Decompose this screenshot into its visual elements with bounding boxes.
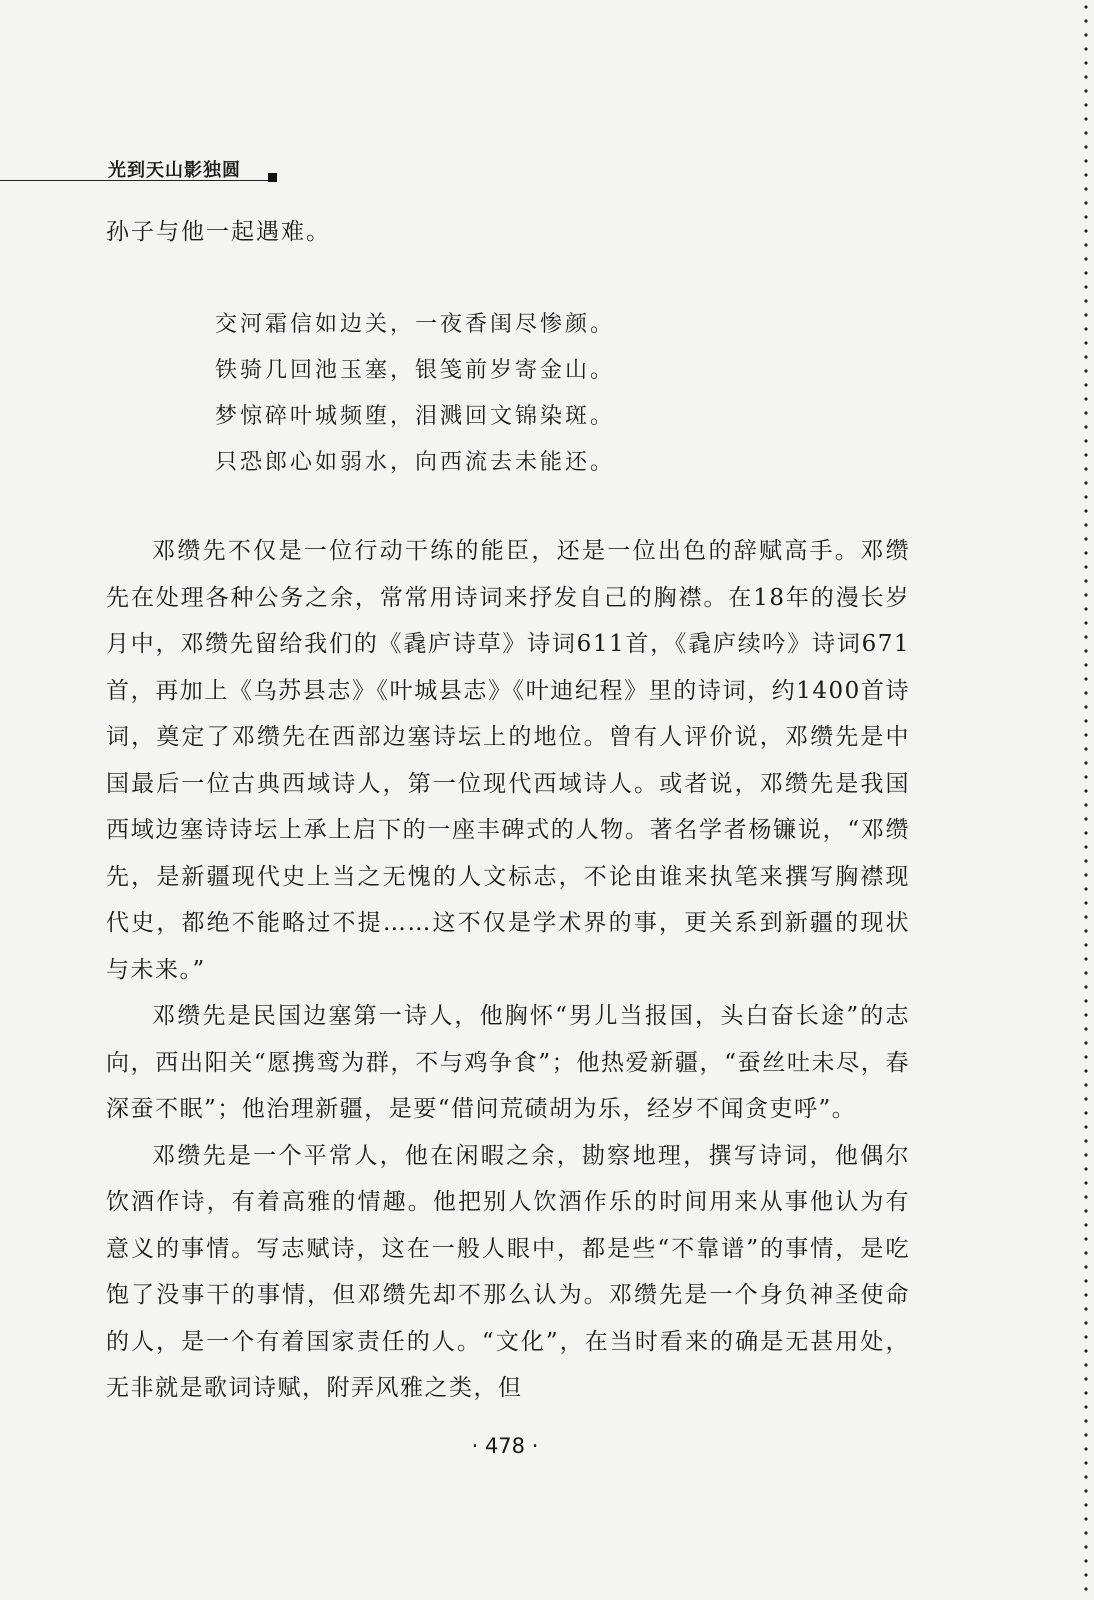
poem-line: 铁骑几回池玉塞，银笺前岁寄金山。 <box>215 358 616 383</box>
poem-line: 梦惊碎叶城频堕，泪溅回文锦染斑。 <box>215 404 616 429</box>
page-number: · 478 · <box>471 1434 539 1458</box>
paragraph: 邓缵先不仅是一位行动干练的能臣，还是一位出色的辞赋高手。邓缵先在处理各种公务之余，常常用诗词来抒发自己的胸襟。在18年的漫长岁月中，邓缵先留给我们的《毳庐诗草》诗词611首，《毳庐续吟》诗词671首，再加上《乌苏县志》《叶城县志》《叶迪纪程》里的诗词，约1400首诗词，奠定了邓缵先在西部边塞诗坛上的地位。曾有人评价说，邓缵先是中国最后一位古典西域诗人，第一位现代西域诗人。或者说，邓缵先是我国西域边塞诗诗坛上承上启下的一座丰碑式的人物。著名学者杨镰说，“邓缵先，是新疆现代史上当之无愧的人文标志，不论由谁来执笔来撰写胸襟现代史，都绝不能略过不提……这不仅是学术界的事，更关系到新疆的现状与未来。” <box>106 538 910 983</box>
binding-edge-dots <box>1084 0 1088 1600</box>
running-head <box>0 150 282 186</box>
paragraph: 邓缵先是一个平常人，他在闲暇之余，勘察地理，撰写诗词，他偶尔饮酒作诗，有着高雅的情趣。他把别人饮酒作乐的时间用来从事他认为有意义的事情。写志赋诗，这在一般人眼中，都是些“不靠谱”的事情，是吃饱了没事干的事情，但邓缵先却不那么认为。邓缵先是一个身负神圣使命的人，是一个有着国家责任的人。“文化”，在当时看来的确是无甚用处，无非就是歌词诗赋，附弄风雅之类，但 <box>106 1142 910 1401</box>
continuation-line: 孙子与他一起遇难。 <box>106 219 331 245</box>
running-head-square-marker <box>268 173 277 182</box>
poem-line: 只恐郎心如弱水，向西流去未能还。 <box>215 450 616 475</box>
poem <box>215 302 615 486</box>
body-text <box>106 528 910 1412</box>
running-head-title: 光到天山影独圆 <box>108 160 241 181</box>
running-head-rule <box>0 180 272 181</box>
paragraph: 邓缵先是民国边塞第一诗人，他胸怀“男儿当报国，头白奋长途”的志向，西出阳关“愿携鸾为群，不与鸡争食”；他热爱新疆，“蚕丝吐未尽，春深蚕不眠”；他治理新疆，是要“借问荒碛胡为乐，经岁不闻贪吏呼”。 <box>106 1003 910 1122</box>
poem-line: 交河霜信如边关，一夜香闺尽惨颜。 <box>215 312 616 337</box>
